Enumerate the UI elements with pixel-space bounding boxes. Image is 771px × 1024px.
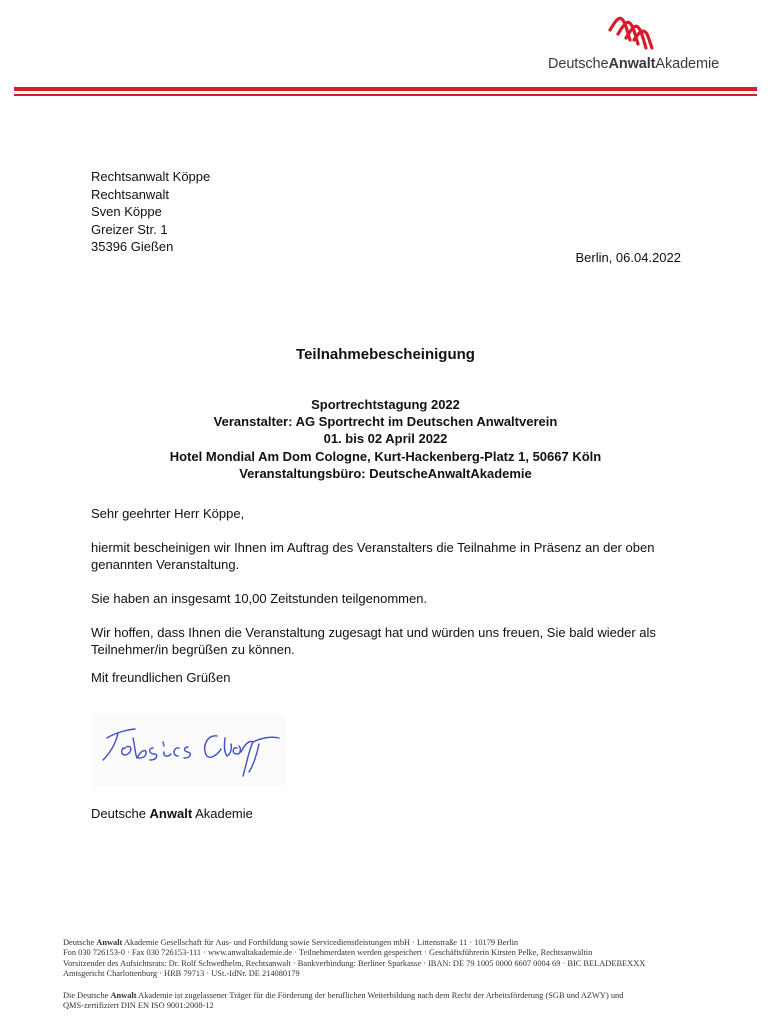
footer-rest: Akademie ist zugelassener Träger für die Förderung der beruflichen Weiterbildung nach dem Recht der Arbeitsförderung (SGB und AZWY) und — [136, 990, 624, 1000]
logo-icon — [608, 10, 654, 52]
footer-line: Fon 030 726153-0 · Fax 030 726153-111 · www.anwaltakademie.de · Teilnehmerdaten werden gespeichert · Geschäftsführerin Kirsten Pelke, Rechtsanwältin — [63, 948, 593, 958]
logo-suffix: Akademie — [655, 56, 720, 72]
footer-prefix: Die Deutsche — [63, 990, 111, 1000]
logo-wordmark — [548, 56, 719, 72]
sender-bold: Anwalt — [149, 806, 193, 821]
footer-line: Amtsgericht Charlottenburg · HRB 79713 · USt.-IdNr. DE 214080179 — [63, 969, 300, 979]
body-paragraph: hiermit bescheinigen wir Ihnen im Auftrag des Veranstalters die Teilnahme in Präsenz an der oben genannten Veranstaltung. — [91, 540, 655, 572]
recipient-address — [91, 168, 210, 256]
event-details — [0, 396, 771, 482]
footer — [63, 938, 733, 1011]
recipient-line: 35396 Gießen — [91, 239, 174, 254]
event-venue: Hotel Mondial Am Dom Cologne, Kurt-Hackenberg-Platz 1, 50667 Köln — [169, 448, 602, 464]
footer-line: QMS-zertifiziert DIN EN ISO 9001:2008-12 — [63, 1001, 214, 1011]
footer-bold: Anwalt — [110, 990, 137, 1000]
header-rule-thin — [14, 94, 757, 96]
header-rule-thick — [14, 87, 757, 91]
footer-line — [63, 938, 733, 948]
sender-signature-name — [91, 806, 253, 821]
footer-bold: Anwalt — [96, 938, 123, 947]
body-paragraph: Sie haben an insgesamt 10,00 Zeitstunden teilgenommen. — [91, 591, 428, 606]
recipient-line: Greizer Str. 1 — [91, 221, 168, 237]
sender-suffix: Akademie — [192, 806, 253, 821]
event-office: Veranstaltungsbüro: DeutscheAnwaltAkademie — [239, 465, 532, 481]
letter-body — [91, 505, 691, 675]
salutation: Sehr geehrter Herr Köppe, — [91, 506, 245, 521]
footer-line: Vorsitzender des Aufsichtsrats: Dr. Rolf Schwedhelm, Rechtsanwalt · Bankverbindung: Berliner Sparkasse · IBAN: DE 79 1005 0000 6607 0004 69 · BIC BELADEBEXXX — [63, 958, 646, 968]
closing-phrase: Mit freundlichen Grüßen — [91, 670, 231, 685]
recipient-line: Sven Köppe — [91, 204, 162, 219]
letter-date: Berlin, 06.04.2022 — [575, 250, 681, 265]
logo-bold: Anwalt — [608, 56, 656, 72]
footer-rest: Akademie Gesellschaft für Aus- und Fortbildung sowie Servicedienstleistungen mbH · Littenstraße 11 · 10179 Berlin — [122, 938, 519, 947]
event-organizer: Veranstalter: AG Sportrecht im Deutschen Anwaltverein — [213, 414, 558, 430]
event-name: Sportrechtstagung 2022 — [311, 397, 460, 412]
document-title: Teilnahmebescheinigung — [296, 346, 475, 363]
body-paragraph: Wir hoffen, dass Ihnen die Veranstaltung zugesagt hat und würden uns freuen, Sie bald wieder als Teilnehmer/in begrüßen zu können. — [91, 625, 656, 657]
event-dates: 01. bis 02 April 2022 — [323, 431, 448, 447]
logo-prefix: Deutsche — [548, 56, 609, 72]
sender-prefix: Deutsche — [91, 806, 150, 821]
footer-line — [63, 991, 733, 1001]
footer-prefix: Deutsche — [63, 938, 97, 947]
recipient-line: Rechtsanwalt Köppe — [91, 169, 211, 184]
recipient-line: Rechtsanwalt — [91, 186, 170, 202]
signature-image — [91, 714, 286, 786]
